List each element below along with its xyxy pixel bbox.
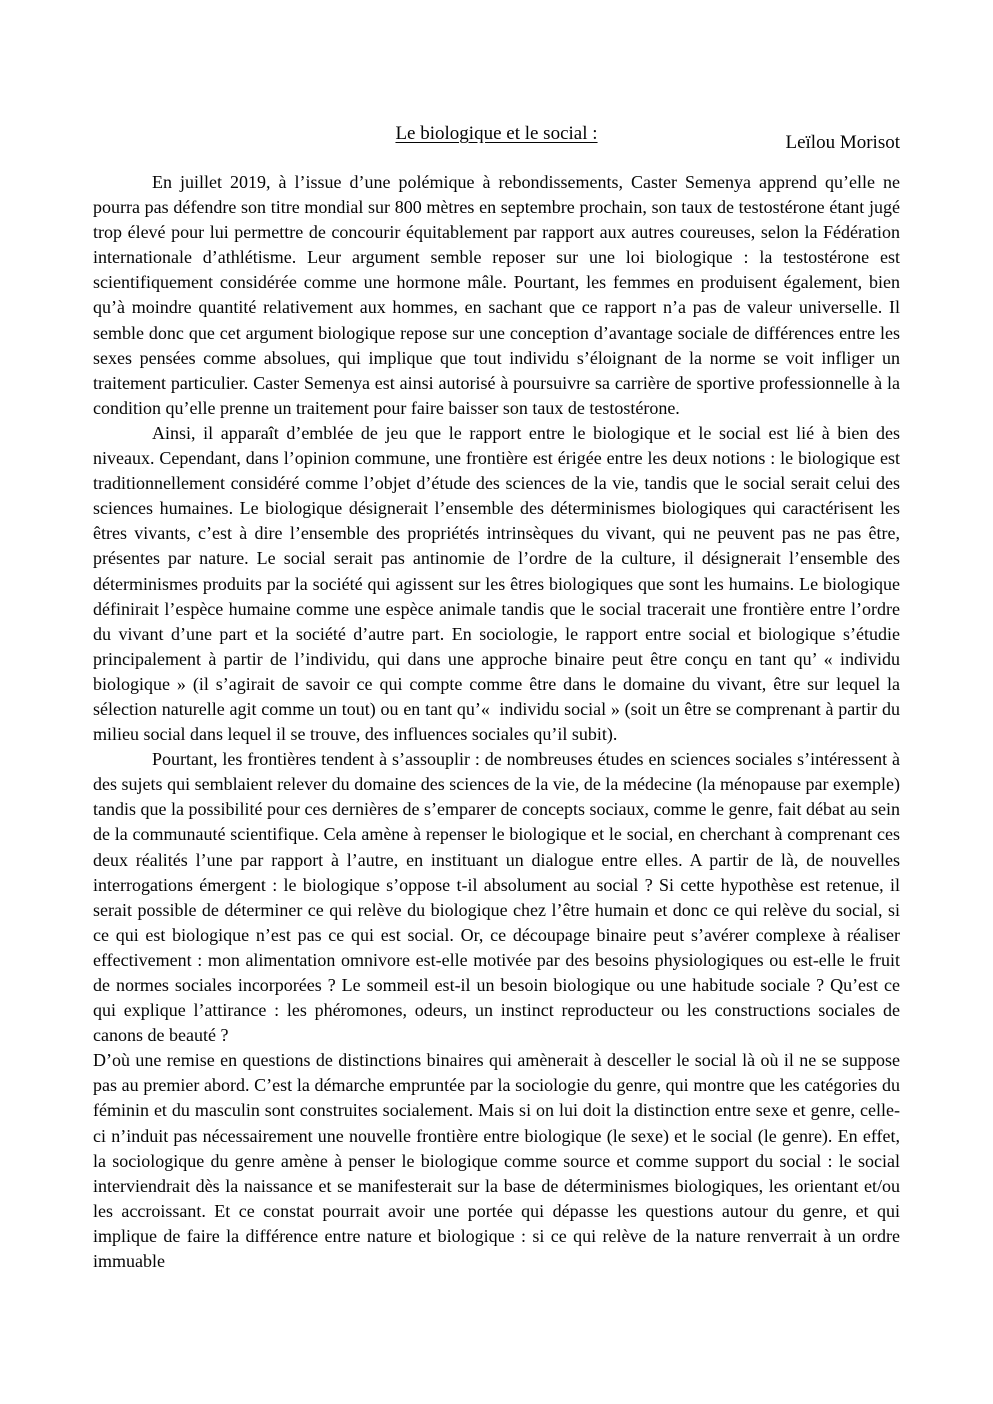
paragraph-1: En juillet 2019, à l’issue d’une polémique à rebondissements, Caster Semenya apprend qu’elle ne pourra pas défendre son titre mondial sur 800 mètres en septembre prochain, son taux de testostérone étant jugé trop élevé pour lui permettre de concourir équitablement par rapport aux autres coureuses, selon la Fédération internationale d’athlétisme. Leur argument semble reposer sur une loi biologique : la testostérone est scientifiquement considérée comme une hormone mâle. Pourtant, les femmes en produisent également, bien qu’à moindre quantité relativement aux hommes, en sachant que ce rapport n’a pas de valeur universelle. Il semble donc que cet argument biologique repose sur une conception d’avantage sociale de différences entre les sexes pensées comme absolues, qui implique que tout individu s’éloignant de la norme se voit infliger un traitement particulier. Caster Semenya est ainsi autorisé à poursuivre sa carrière de sportive professionnelle à la condition qu’elle prenne un traitement pour faire baisser son taux de testostérone. bbox=[93, 172, 900, 418]
document-body bbox=[93, 170, 900, 1274]
document-header bbox=[93, 121, 900, 151]
paragraph-3: Pourtant, les frontières tendent à s’assouplir : de nombreuses études en sciences sociales s’intéressent à des sujets qui semblaient relever du domaine des sciences de la vie, de la médecine (la ménopause par exemple) tandis que la possibilité pour ces dernières de s’emparer de concepts sociaux, comme le genre, fait débat au sein de la communauté scientifique. Cela amène à repenser le biologique et le social, en cherchant à comprenant ces deux réalités l’une par rapport à l’autre, en instituant un dialogue entre elles. A partir de là, de nouvelles interrogations émergent : le biologique s’oppose t-il absolument au social ? Si cette hypothèse est retenue, il serait possible de déterminer ce qui relève du biologique chez l’être humain et donc ce qui relève du social, si ce qui est biologique n’est pas ce qui est social. Or, ce découpage binaire peut s’avérer complexe à réaliser effectivement : mon alimentation omnivore est-elle motivée par des besoins physiologiques ou est-elle le fruit de normes sociales incorporées ? Le sommeil est-il un besoin biologique ou une habitude sociale ? Qu’est ce qui explique l’attirance : les phéromones, odeurs, un instinct reproducteur ou les constructions sociales de canons de beauté ? bbox=[93, 749, 900, 1046]
document-title: Le biologique et le social : bbox=[395, 123, 598, 144]
paragraph-4: D’où une remise en questions de distinctions binaires qui amènerait à desceller le social là où il ne se suppose pas au premier abord. C’est la démarche empruntée par la sociologie du genre, qui montre que les catégories du féminin et du masculin sont construites socialement. Mais si on lui doit la distinction entre sexe et genre, celle-ci n’induit pas nécessairement une nouvelle frontière entre biologique (le sexe) et le social (le genre). En effet, la sociologique du genre amène à penser le biologique comme source et comme support du social : le social interviendrait dès la naissance et se manifesterait sur la base de déterminismes biologiques, les orientant et/ou les accroissant. Et ce constat pourrait avoir une portée qui dépasse les questions autour du genre, et qui implique de faire la différence entre nature et biologique : si ce qui relève de la nature renverrait à un ordre immuable bbox=[93, 1050, 900, 1272]
paragraph-2: Ainsi, il apparaît d’emblée de jeu que le rapport entre le biologique et le social est lié à bien des niveaux. Cependant, dans l’opinion commune, une frontière est érigée entre les deux notions : le biologique est traditionnellement considéré comme l’objet d’étude des sciences de la vie, tandis que le social serait celui des sciences humaines. Le biologique désignerait l’ensemble des déterminismes biologiques qui caractérisent les êtres vivants, c’est à dire l’ensemble des propriétés intrinsèques du vivant, qui ne peuvent pas ne pas être, présentes par nature. Le social serait pas antinomie de l’ordre de la culture, il désignerait l’ensemble des déterminismes produits par la société qui agissent sur les êtres biologiques que sont les humains. Le biologique définirait l’espèce humaine comme une espèce animale tandis que le social tracerait une frontière entre l’ordre du vivant d’une part et la société d’autre part. En sociologie, le rapport entre social et biologique s’étudie principalement à partir de l’individu, qui dans une approche binaire peut être conçu en tant qu’ « individu biologique » (il s’agirait de savoir ce qui compte comme être dans le domaine du vivant, être sur lequel la sélection naturelle agit comme un tout) ou en tant qu’« individu social » (soit un être se comprenant à partir du milieu social dans lequel il se trouve, des influences sociales qu’il subit). bbox=[93, 422, 900, 745]
author-name: Leïlou Morisot bbox=[785, 132, 900, 153]
